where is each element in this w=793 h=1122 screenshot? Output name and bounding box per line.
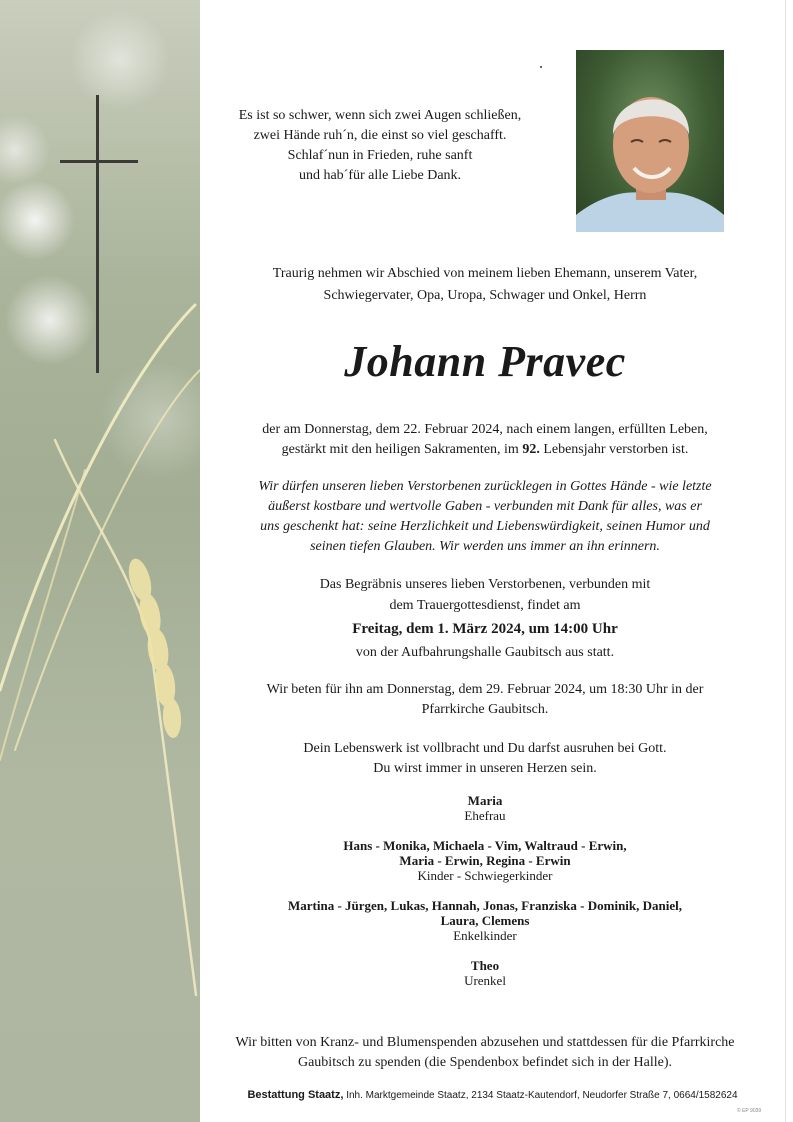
deceased-name: Johann Pravec — [344, 337, 626, 386]
prayer-line: Wir beten für ihn am Donnerstag, dem 29. Februar 2024, um 18:30 Uhr in der — [266, 682, 704, 697]
death-line-end: Lebensjahr verstorben ist. — [539, 442, 689, 457]
tribute-line: uns geschenkt hat: seine Herzlichkeit und Liebenswürdigkeit, seinen Humor und — [260, 519, 710, 534]
funeral-home-name: Bestattung Staatz, — [247, 1089, 344, 1101]
mourner-group-grandchildren — [215, 898, 755, 944]
funeral-info — [215, 574, 755, 663]
intro-line: Schwiegervater, Opa, Uropa, Schwager und Onkel, Herrn — [323, 288, 647, 303]
donation-line: Gaubitsch zu spenden (die Spendenbox befindet sich in der Halle). — [297, 1055, 672, 1070]
cross-and-wheat-illustration — [0, 0, 200, 1122]
mourner-names: Laura, Clemens — [440, 913, 530, 928]
funeral-home-details: Inh. Marktgemeinde Staatz, 2134 Staatz-Kautendorf, Neudorfer Straße 7, 0664/1582624 — [346, 1090, 738, 1101]
wheat-stalks — [0, 305, 200, 995]
quote-line: Schlaf´nun in Frieden, ruhe sanft — [287, 148, 473, 163]
mourner-names: Maria - Erwin, Regina - Erwin — [399, 853, 571, 868]
print-code: © EP 9039 — [737, 1108, 762, 1114]
tribute-line: Wir dürfen unseren lieben Verstorbenen zurücklegen in Gottes Hände - wie letzte — [258, 479, 712, 494]
donation-request — [215, 1033, 755, 1073]
funeral-home-footer — [200, 1089, 785, 1101]
quote-line: Es ist so schwer, wenn sich zwei Augen schließen, — [238, 108, 522, 123]
portrait-illustration — [576, 50, 724, 232]
mourner-role: Enkelkinder — [453, 928, 517, 943]
cross-vertical-beam — [96, 95, 99, 373]
mourner-names: Martina - Jürgen, Lukas, Hannah, Jonas, Franziska - Dominik, Daniel, — [287, 898, 683, 913]
life-line: Dein Lebenswerk ist vollbracht und Du darfst ausruhen bei Gott. — [303, 741, 667, 756]
tribute-line: seinen tiefen Glauben. Wir werden uns immer an ihn erinnern. — [310, 539, 660, 554]
tribute-line: äußerst kostbare und wertvolle Gaben - verbunden mit Dank für alles, was er — [268, 499, 702, 514]
mourner-names: Hans - Monika, Michaela - Vim, Waltraud - Erwin, — [343, 838, 627, 853]
intro-line: Traurig nehmen wir Abschied von meinem lieben Ehemann, unserem Vater, — [272, 266, 698, 281]
prayer-info — [215, 680, 755, 720]
death-notice — [215, 420, 755, 460]
mourner-role: Urenkel — [464, 973, 506, 988]
quote-line: zwei Hände ruh´n, die einst so viel geschafft. — [253, 128, 507, 143]
decorative-side-panel — [0, 0, 200, 1122]
prayer-line: Pfarrkirche Gaubitsch. — [421, 702, 549, 717]
funeral-line: dem Trauergottesdienst, findet am — [389, 598, 581, 613]
mourner-group-great-grandchildren — [215, 958, 755, 989]
funeral-date: Freitag, dem 1. März 2024, um 14:00 Uhr — [352, 621, 618, 637]
funeral-line: von der Aufbahrungshalle Gaubitsch aus statt. — [355, 645, 615, 660]
wheat-ear — [125, 556, 183, 738]
quote-line: und hab´für alle Liebe Dank. — [298, 168, 462, 183]
mourner-names: Maria — [467, 793, 503, 808]
intro-text — [215, 263, 755, 307]
tribute-text — [215, 477, 755, 557]
death-line: der am Donnerstag, dem 22. Februar 2024, nach einem langen, erfüllten Leben, — [262, 422, 708, 437]
cross-horizontal-beam — [60, 160, 138, 163]
mourner-names: Theo — [470, 958, 500, 973]
funeral-line: Das Begräbnis unseres lieben Verstorbenen, verbunden mit — [319, 577, 651, 592]
life-text — [215, 739, 755, 779]
death-line-start: gestärkt mit den heiligen Sakramenten, im — [281, 442, 523, 457]
life-line: Du wirst immer in unseren Herzen sein. — [373, 761, 597, 776]
portrait-photo — [576, 50, 724, 232]
mourner-role: Kinder - Schwiegerkinder — [417, 868, 553, 883]
memorial-quote — [215, 106, 545, 186]
mourner-role: Ehefrau — [464, 808, 506, 823]
donation-line: Wir bitten von Kranz- und Blumenspenden abzusehen und stattdessen für die Pfarrkirche — [235, 1035, 735, 1050]
page-border-line — [785, 0, 786, 1122]
mourner-group-spouse — [215, 793, 755, 824]
age-value: 92. — [522, 442, 540, 457]
mourner-group-children — [215, 838, 755, 884]
mourners-list — [215, 793, 755, 1003]
scan-speck — [540, 66, 542, 68]
death-line — [215, 440, 755, 460]
